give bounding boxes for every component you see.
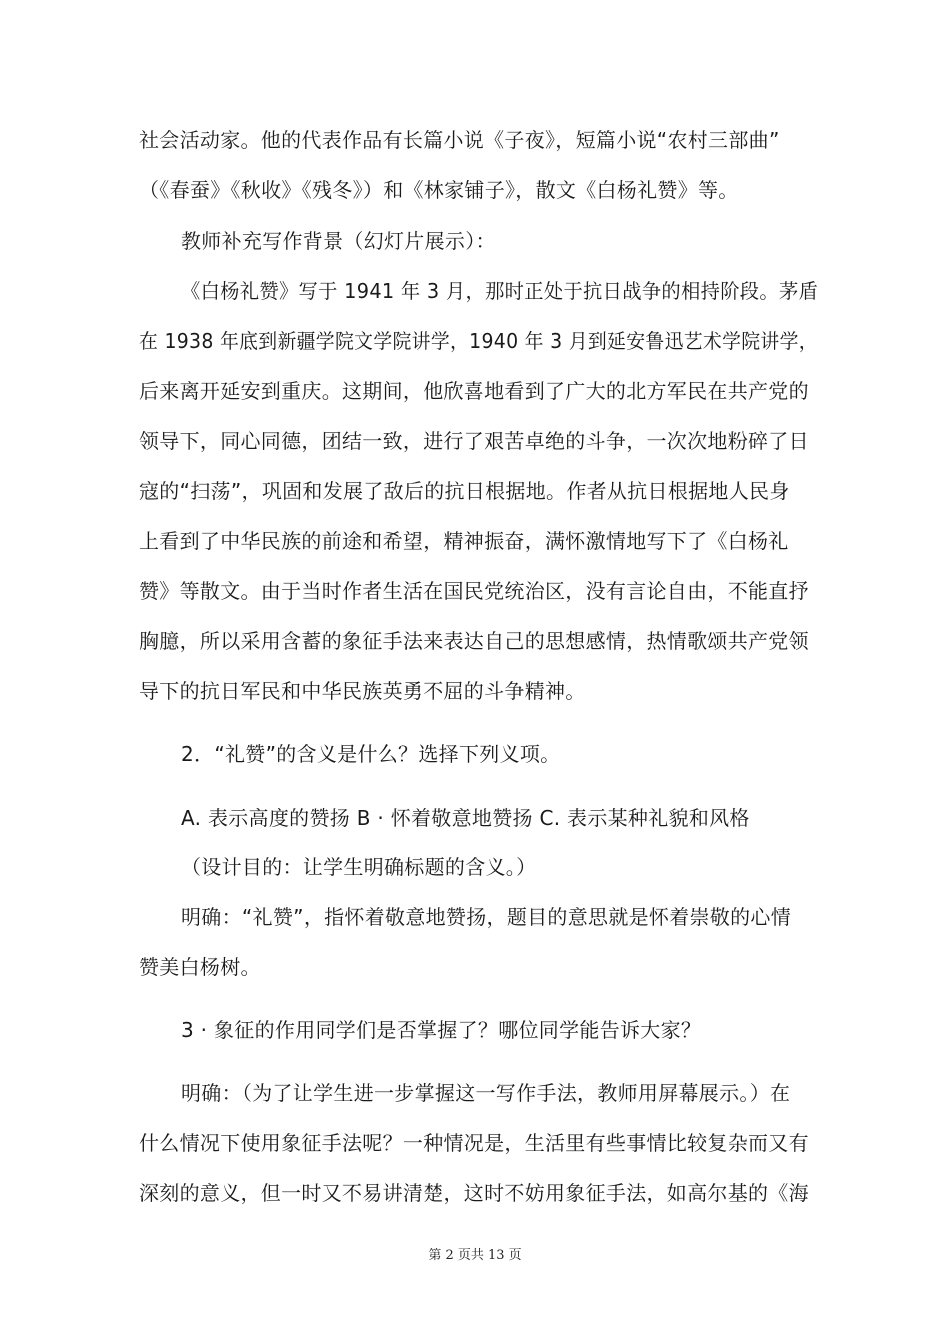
text-line: 明确：（为了让学生进一步掌握这一写作手法，教师用屏幕展示。）在 [181,1081,791,1105]
text-line: 上看到了中华民族的前途和希望，精神振奋，满怀激情地写下了《白杨礼 [139,529,789,553]
text-line: 赞》等散文。由于当时作者生活在国民党统治区，没有言论自由，不能直抒 [139,579,809,603]
text-line: 寇的“扫荡”，巩固和发展了敌后的抗日根据地。作者从抗日根据地人民身 [139,479,790,503]
text-line: 后来离开延安到重庆。这期间，他欣喜地看到了广大的北方军民在共产党的 [139,379,809,403]
text-line: 《白杨礼赞》写于 1941 年 3 月，那时正处于抗日战争的相持阶段。茅盾 [181,279,819,303]
text-line: 明确：“礼赞”，指怀着敬意地赞扬，题目的意思就是怀着崇敬的心情 [181,905,792,929]
text-line: 在 1938 年底到新疆学院文学院讲学，1940 年 3 月到延安鲁迅艺术学院讲学， [139,329,818,353]
text-line: 导下的抗日军民和中华民族英勇不屈的斗争精神。 [139,679,586,703]
text-line: 赞美白杨树。 [139,955,261,979]
text-line: 领导下，同心同德，团结一致，进行了艰苦卓绝的斗争，一次次地粉碎了日 [139,429,809,453]
text-line: 3 · 象征的作用同学们是否掌握了？哪位同学能告诉大家？ [181,1018,702,1042]
text-line: 深刻的意义，但一时又不易讲清楚，这时不妨用象征手法，如高尔基的《海 [139,1181,809,1205]
page-footer: 第 2 页共 13 页 [428,1248,522,1263]
text-line: 胸臆，所以采用含蓄的象征手法来表达自己的思想感情，热情歌颂共产党领 [139,629,809,653]
text-line: （设计目的：让学生明确标题的含义。） [181,855,537,879]
text-line: 教师补充写作背景（幻灯片展示）： [181,229,496,253]
text-line: 什么情况下使用象征手法呢？一种情况是，生活里有些事情比较复杂而又有 [139,1131,809,1155]
text-line: A. 表示高度的赞扬 B · 怀着敬意地赞扬 C. 表示某种礼貌和风格 [181,806,750,830]
text-line: （《春蚕》《秋收》《残冬》）和《林家铺子》，散文《白杨礼赞》等。 [139,178,739,202]
text-line: 社会活动家。他的代表作品有长篇小说《子夜》，短篇小说“农村三部曲” [139,128,780,152]
text-line: 2．“礼赞”的含义是什么？选择下列义项。 [181,742,561,766]
